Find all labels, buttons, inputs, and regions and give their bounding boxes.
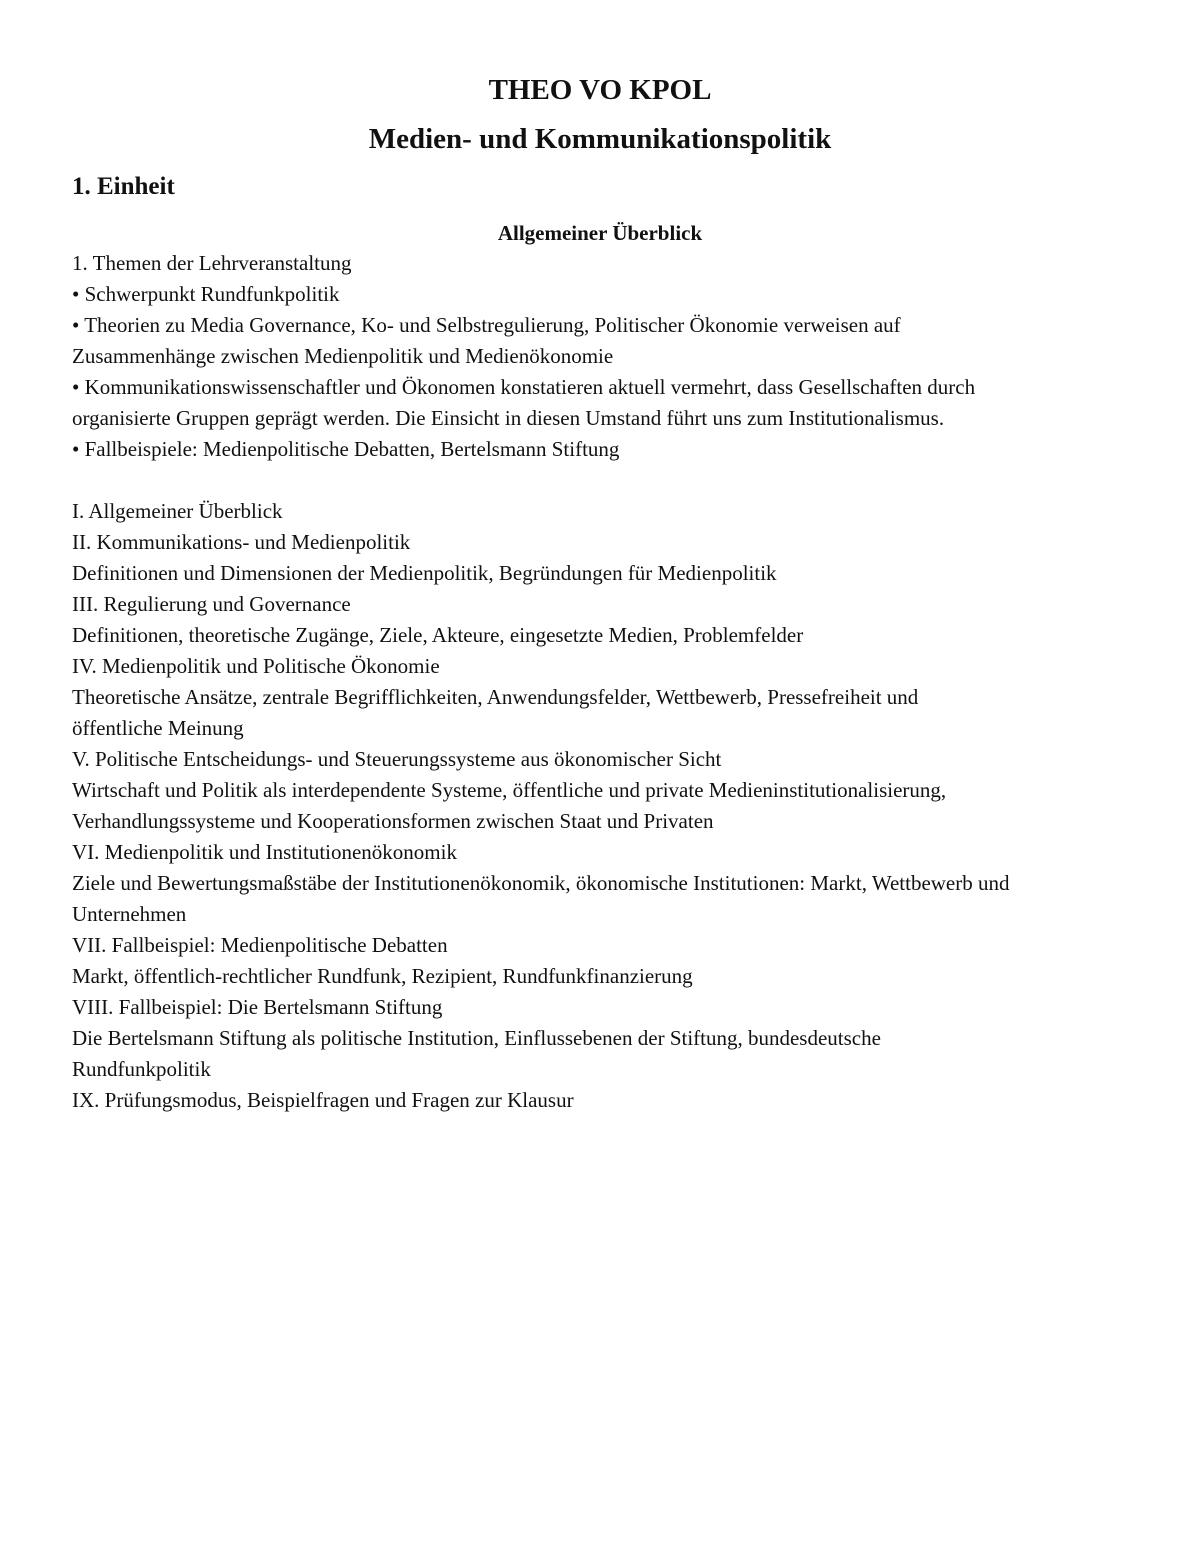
document-title: THEO VO KPOL — [488, 74, 712, 106]
outline-line: Wirtschaft und Politik als interdependente Systeme, öffentliche und private Medieninstitutionalisierung, — [72, 778, 947, 802]
outline-line: VI. Medienpolitik und Institutionenökonomik — [72, 840, 457, 864]
outline-line: Rundfunkpolitik — [72, 1057, 211, 1081]
outline-line: II. Kommunikations- und Medienpolitik — [72, 530, 411, 554]
outline-line: VII. Fallbeispiel: Medienpolitische Debatten — [72, 933, 448, 957]
outline-line: Die Bertelsmann Stiftung als politische Institution, Einflussebenen der Stiftung, bundesdeutsche — [72, 1026, 881, 1050]
outline-line: I. Allgemeiner Überblick — [72, 499, 283, 523]
intro-line: • Kommunikationswissenschaftler und Ökonomen konstatieren aktuell vermehrt, dass Gesellschaften durch — [72, 375, 976, 399]
intro-line: • Theorien zu Media Governance, Ko- und Selbstregulierung, Politischer Ökonomie verweisen auf — [72, 313, 901, 337]
outline-line: öffentliche Meinung — [72, 716, 244, 740]
outline-line: IV. Medienpolitik und Politische Ökonomie — [72, 654, 440, 678]
intro-line: organisierte Gruppen geprägt werden. Die Einsicht in diesen Umstand führt uns zum Institutionalismus. — [72, 406, 945, 430]
outline-line: Definitionen, theoretische Zugänge, Ziele, Akteure, eingesetzte Medien, Problemfelder — [72, 623, 804, 647]
unit-heading: 1. Einheit — [72, 173, 175, 200]
intro-line: • Fallbeispiele: Medienpolitische Debatten, Bertelsmann Stiftung — [72, 437, 620, 461]
document-subtitle: Medien- und Kommunikationspolitik — [368, 123, 832, 155]
outline-line: Ziele und Bewertungsmaßstäbe der Institutionenökonomik, ökonomische Institutionen: Markt, Wettbewerb und — [72, 871, 1010, 895]
outline-line: III. Regulierung und Governance — [72, 592, 351, 616]
intro-block — [72, 248, 1142, 465]
outline-block — [72, 496, 1142, 1116]
outline-line: Definitionen und Dimensionen der Medienpolitik, Begründungen für Medienpolitik — [72, 561, 777, 585]
outline-line: Unternehmen — [72, 902, 187, 926]
outline-line: V. Politische Entscheidungs- und Steuerungssysteme aus ökonomischer Sicht — [72, 747, 722, 771]
section-heading: Allgemeiner Überblick — [497, 221, 703, 245]
outline-line: Verhandlungssysteme und Kooperationsformen zwischen Staat und Privaten — [72, 809, 714, 833]
outline-line: IX. Prüfungsmodus, Beispielfragen und Fragen zur Klausur — [72, 1088, 574, 1112]
intro-line: Zusammenhänge zwischen Medienpolitik und Medienökonomie — [72, 344, 614, 368]
intro-line: • Schwerpunkt Rundfunkpolitik — [72, 282, 340, 306]
outline-line: VIII. Fallbeispiel: Die Bertelsmann Stiftung — [72, 995, 443, 1019]
outline-line: Markt, öffentlich-rechtlicher Rundfunk, Rezipient, Rundfunkfinanzierung — [72, 964, 693, 988]
outline-line: Theoretische Ansätze, zentrale Begrifflichkeiten, Anwendungsfelder, Wettbewerb, Pressefreiheit und — [72, 685, 919, 709]
intro-line: 1. Themen der Lehrveranstaltung — [72, 251, 352, 275]
